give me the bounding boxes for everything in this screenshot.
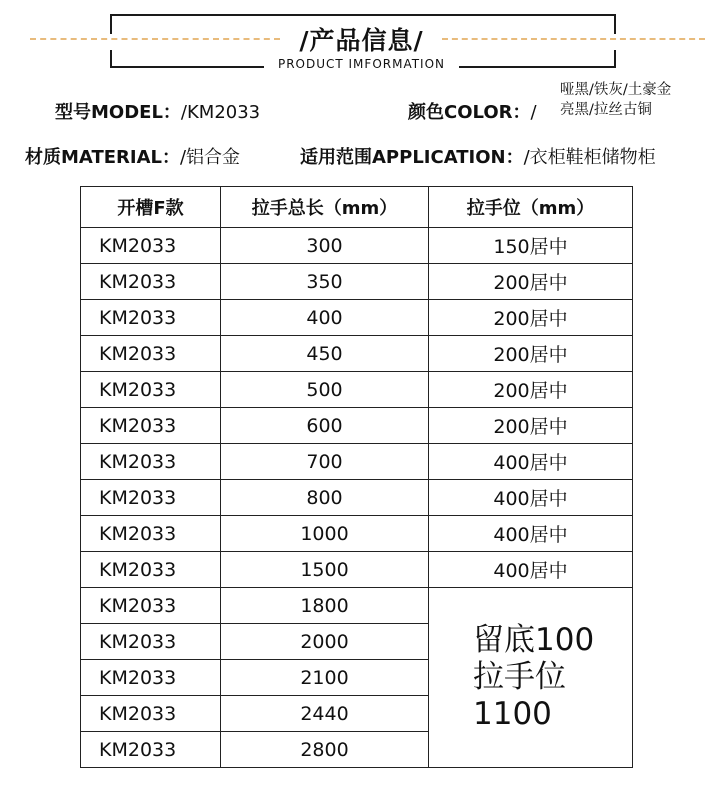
table-row bbox=[81, 300, 633, 336]
color-separator: / bbox=[530, 102, 537, 123]
cell-hole: 200居中 bbox=[429, 300, 633, 336]
cell-length: 600 bbox=[221, 408, 429, 444]
col-header-model: 开槽F款 bbox=[81, 187, 221, 228]
table-row bbox=[81, 408, 633, 444]
col-header-hole: 拉手位（mm） bbox=[429, 187, 633, 228]
cell-model: KM2033 bbox=[81, 264, 221, 300]
color-label: 颜色COLOR： bbox=[408, 102, 531, 123]
cell-length: 1500 bbox=[221, 552, 429, 588]
application-info bbox=[300, 143, 656, 169]
cell-length: 1800 bbox=[221, 588, 429, 624]
spec-table bbox=[80, 186, 633, 768]
cell-hole: 400居中 bbox=[429, 480, 633, 516]
application-label: 适用范围APPLICATION： bbox=[300, 147, 524, 168]
cell-length: 500 bbox=[221, 372, 429, 408]
cell-model: KM2033 bbox=[81, 480, 221, 516]
page-subtitle-text: PRODUCT IMFORMATION bbox=[264, 57, 459, 71]
table-row bbox=[81, 228, 633, 264]
cell-length: 350 bbox=[221, 264, 429, 300]
cell-length: 300 bbox=[221, 228, 429, 264]
cell-model: KM2033 bbox=[81, 624, 221, 660]
cell-length: 2000 bbox=[221, 624, 429, 660]
color-values-line1: 哑黑/铁灰/土豪金 bbox=[560, 82, 672, 98]
cell-hole: 150居中 bbox=[429, 228, 633, 264]
cell-hole: 200居中 bbox=[429, 372, 633, 408]
model-info bbox=[55, 98, 260, 124]
cell-hole: 200居中 bbox=[429, 408, 633, 444]
material-label: 材质MATERIAL： bbox=[25, 147, 180, 168]
cell-model: KM2033 bbox=[81, 552, 221, 588]
cell-model: KM2033 bbox=[81, 588, 221, 624]
color-info bbox=[408, 98, 537, 124]
cell-hole: 400居中 bbox=[429, 516, 633, 552]
cell-model: KM2033 bbox=[81, 408, 221, 444]
page-title bbox=[0, 21, 723, 57]
cell-hole: 200居中 bbox=[429, 336, 633, 372]
cell-model: KM2033 bbox=[81, 516, 221, 552]
table-row bbox=[81, 264, 633, 300]
application-value: /衣柜鞋柜储物柜 bbox=[523, 147, 656, 168]
model-label: 型号MODEL： bbox=[55, 102, 181, 123]
merged-note-cell bbox=[429, 588, 633, 768]
table-row bbox=[81, 372, 633, 408]
cell-length: 2100 bbox=[221, 660, 429, 696]
table-row bbox=[81, 444, 633, 480]
material-value: /铝合金 bbox=[179, 147, 241, 168]
cell-model: KM2033 bbox=[81, 732, 221, 768]
merged-note-line3: 1100 bbox=[473, 696, 552, 732]
cell-hole: 200居中 bbox=[429, 264, 633, 300]
cell-hole: 400居中 bbox=[429, 444, 633, 480]
cell-length: 1000 bbox=[221, 516, 429, 552]
table-row bbox=[81, 516, 633, 552]
model-value: /KM2033 bbox=[180, 102, 261, 123]
table-row bbox=[81, 552, 633, 588]
cell-length: 700 bbox=[221, 444, 429, 480]
color-values bbox=[560, 80, 671, 120]
color-values-line2: 亮黑/拉丝古铜 bbox=[560, 102, 652, 118]
cell-model: KM2033 bbox=[81, 336, 221, 372]
table-row bbox=[81, 336, 633, 372]
table-row bbox=[81, 588, 633, 624]
table-row bbox=[81, 480, 633, 516]
table-header-row bbox=[81, 187, 633, 228]
col-header-length: 拉手总长（mm） bbox=[221, 187, 429, 228]
cell-length: 2800 bbox=[221, 732, 429, 768]
cell-length: 400 bbox=[221, 300, 429, 336]
cell-model: KM2033 bbox=[81, 300, 221, 336]
page-title-text: /产品信息/ bbox=[289, 26, 433, 55]
cell-model: KM2033 bbox=[81, 660, 221, 696]
cell-model: KM2033 bbox=[81, 696, 221, 732]
merged-note-line2: 拉手位 bbox=[473, 659, 566, 695]
cell-length: 450 bbox=[221, 336, 429, 372]
cell-model: KM2033 bbox=[81, 228, 221, 264]
cell-hole: 400居中 bbox=[429, 552, 633, 588]
cell-length: 800 bbox=[221, 480, 429, 516]
merged-note-line1: 留底100 bbox=[473, 622, 595, 658]
cell-model: KM2033 bbox=[81, 372, 221, 408]
page-subtitle bbox=[0, 57, 723, 71]
material-info bbox=[25, 143, 240, 169]
cell-model: KM2033 bbox=[81, 444, 221, 480]
cell-length: 2440 bbox=[221, 696, 429, 732]
